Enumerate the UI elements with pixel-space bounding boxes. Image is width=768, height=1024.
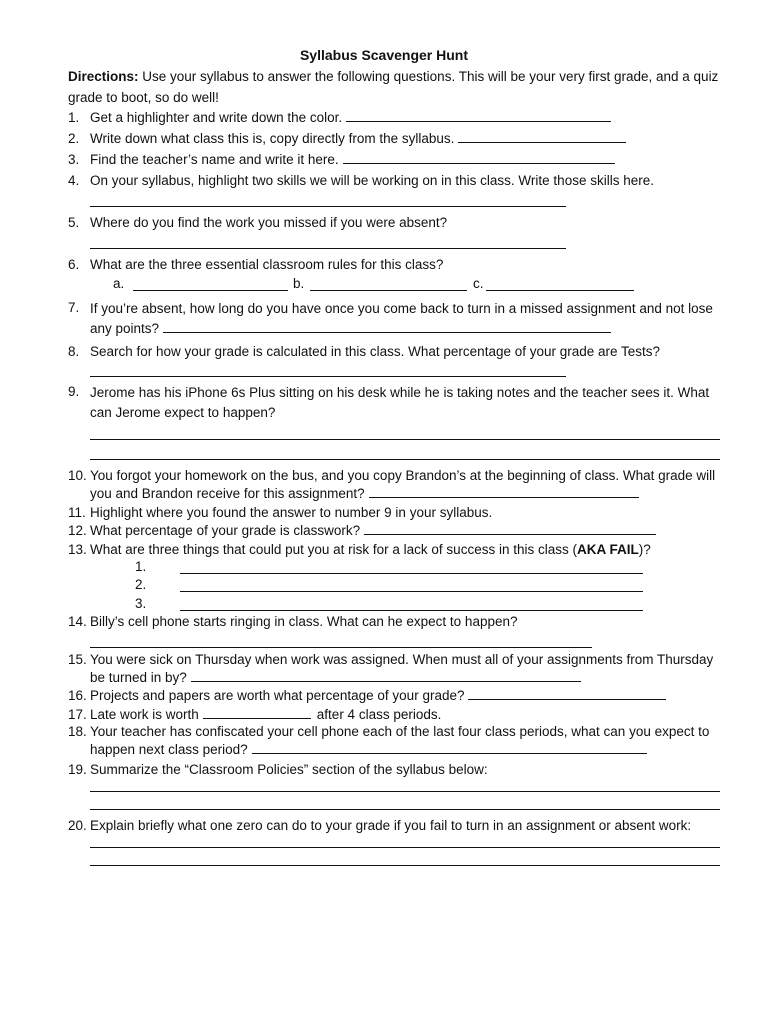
question-number: 18. — [68, 724, 87, 739]
answer-line[interactable] — [90, 809, 720, 810]
question-text-end: after 4 class periods. — [316, 707, 442, 722]
answer-line[interactable] — [468, 699, 666, 700]
question-18 — [68, 723, 730, 759]
question-number: 7. — [68, 300, 80, 315]
question-text: Summarize the “Classroom Policies” section of the syllabus below: — [90, 762, 488, 777]
question-text: Explain briefly what one zero can do to your grade if you fail to turn in an assignment or absent work: — [90, 818, 692, 833]
answer-line[interactable] — [343, 163, 615, 164]
answer-line[interactable] — [203, 718, 311, 719]
answer-line[interactable] — [369, 497, 639, 498]
question-number: 6. — [68, 257, 80, 272]
question-13 — [68, 541, 730, 559]
q6-sub-label-a: a. — [113, 276, 125, 291]
question-number: 11. — [68, 505, 86, 520]
q13-answer-line-3[interactable] — [180, 610, 643, 611]
q6-sub-label-c: c. — [473, 276, 484, 291]
answer-line[interactable] — [458, 142, 626, 143]
question-text: Where do you find the work you missed if you were absent? — [90, 215, 448, 230]
q13-answer-line-1[interactable] — [180, 573, 643, 574]
q13-sub-label-1: 1. — [135, 559, 147, 574]
question-text: Write down what class this is, copy directly from the syllabus. — [90, 131, 455, 146]
question-text: On your syllabus, highlight two skills we will be working on in this class. Write those skills here. — [90, 173, 654, 188]
question-4 — [68, 172, 730, 190]
answer-line[interactable] — [90, 376, 566, 377]
answer-line[interactable] — [90, 439, 720, 440]
question-number: 14. — [68, 614, 87, 629]
question-number: 16. — [68, 688, 87, 703]
q13-answer-line-2[interactable] — [180, 591, 643, 592]
answer-line[interactable] — [90, 865, 720, 866]
question-number: 9. — [68, 384, 80, 399]
question-text: If you’re absent, how long do you have once you come back to turn in a missed assignment and not lose any points? — [90, 301, 713, 336]
question-number: 3. — [68, 152, 80, 167]
question-number: 17. — [68, 707, 87, 722]
q6-answer-line-c[interactable] — [486, 290, 634, 291]
answer-line[interactable] — [90, 791, 720, 792]
question-7 — [68, 299, 730, 339]
question-text: Late work is worth — [90, 707, 199, 722]
answer-line[interactable] — [346, 121, 611, 122]
question-text: Jerome has his iPhone 6s Plus sitting on his desk while he is taking notes and the teacher sees it. What can Jerome expect to happen? — [90, 385, 710, 420]
answer-line[interactable] — [90, 647, 592, 648]
question-number: 2. — [68, 131, 80, 146]
question-8 — [68, 343, 730, 361]
question-15 — [68, 651, 730, 687]
directions-text: Use your syllabus to answer the following questions. This will be your very first grade, and a quiz grade to boot, so do well! — [68, 69, 719, 105]
q13-sub-label-2: 2. — [135, 577, 147, 592]
answer-line[interactable] — [90, 459, 720, 460]
question-9 — [68, 383, 730, 423]
question-text: Your teacher has confiscated your cell phone each of the last four class periods, what can you expect to happen next class period? — [90, 724, 710, 757]
question-12 — [68, 522, 730, 540]
q6-answer-line-b[interactable] — [310, 290, 467, 291]
answer-line[interactable] — [191, 681, 581, 682]
question-14 — [68, 613, 730, 631]
question-text: Find the teacher’s name and write it here. — [90, 152, 339, 167]
question-5 — [68, 214, 730, 232]
question-2 — [68, 130, 730, 148]
question-1 — [68, 109, 730, 127]
question-number: 12. — [68, 523, 87, 538]
answer-line[interactable] — [90, 847, 720, 848]
answer-line[interactable] — [90, 248, 566, 249]
q13-sub-label-3: 3. — [135, 596, 147, 611]
question-number: 15. — [68, 652, 87, 667]
question-number: 1. — [68, 110, 80, 125]
directions — [68, 66, 728, 108]
question-16 — [68, 687, 730, 705]
question-text: Get a highlighter and write down the color. — [90, 110, 343, 125]
answer-line[interactable] — [163, 332, 611, 333]
question-text-end: )? — [638, 542, 651, 557]
question-6 — [68, 256, 730, 274]
question-3 — [68, 151, 730, 169]
question-19 — [68, 761, 730, 779]
question-number: 5. — [68, 215, 80, 230]
q6-sub-label-b: b. — [293, 276, 305, 291]
question-number: 19. — [68, 762, 87, 777]
question-10 — [68, 467, 730, 503]
question-text: You were sick on Thursday when work was assigned. When must all of your assignments from Thursday be turned in by? — [90, 652, 714, 685]
question-text: Projects and papers are worth what percentage of your grade? — [90, 688, 465, 703]
question-text: What percentage of your grade is classwork? — [90, 523, 361, 538]
answer-line[interactable] — [252, 753, 647, 754]
question-number: 10. — [68, 468, 87, 483]
question-text: You forgot your homework on the bus, and you copy Brandon’s at the beginning of class. What grade will you and Brandon receive for this assignment? — [90, 468, 716, 501]
question-number: 4. — [68, 173, 80, 188]
directions-label: Directions: — [68, 69, 139, 84]
question-17 — [68, 706, 730, 724]
question-text: What are the three essential classroom rules for this class? — [90, 257, 444, 272]
question-text-bold: AKA FAIL — [576, 542, 639, 557]
question-text: Search for how your grade is calculated in this class. What percentage of your grade are Tests? — [90, 344, 661, 359]
answer-line[interactable] — [90, 206, 566, 207]
page-title: Syllabus Scavenger Hunt — [299, 47, 469, 63]
question-number: 20. — [68, 818, 87, 833]
question-text: Highlight where you found the answer to number 9 in your syllabus. — [90, 505, 493, 520]
q6-answer-line-a[interactable] — [133, 290, 288, 291]
answer-line[interactable] — [364, 534, 656, 535]
question-text: Billy’s cell phone starts ringing in class. What can he expect to happen? — [90, 614, 518, 629]
question-20 — [68, 817, 730, 835]
question-11 — [68, 504, 730, 522]
question-number: 13. — [68, 542, 87, 557]
question-text: What are three things that could put you at risk for a lack of success in this class ( — [90, 542, 577, 557]
question-number: 8. — [68, 344, 80, 359]
